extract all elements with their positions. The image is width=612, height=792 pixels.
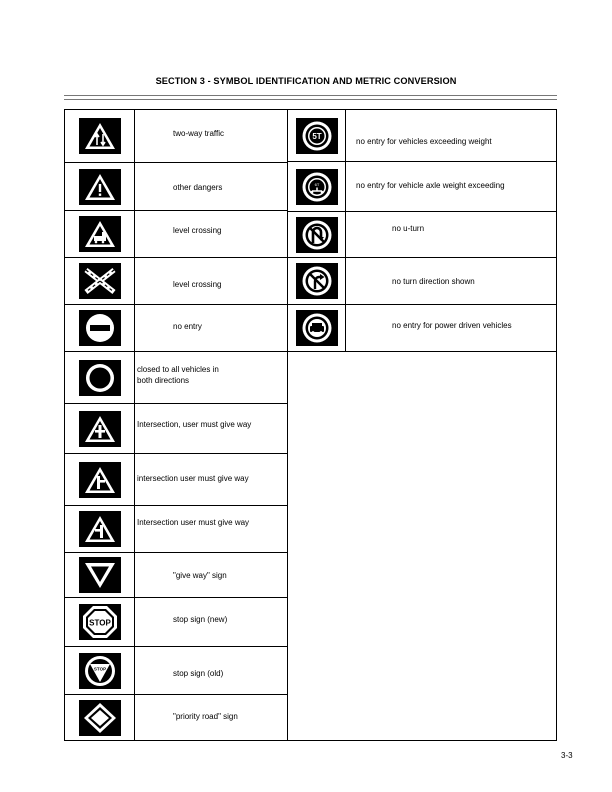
stop-sign-new-icon bbox=[79, 604, 121, 640]
icon-cell bbox=[65, 352, 135, 403]
row-label: no entry for power driven vehicles bbox=[392, 321, 512, 330]
page-number: 3-3 bbox=[561, 751, 573, 760]
table-row bbox=[288, 162, 556, 212]
table-row bbox=[288, 258, 556, 305]
row-label: "give way" sign bbox=[173, 571, 227, 580]
icon-cell bbox=[65, 506, 135, 552]
row-label: stop sign (old) bbox=[173, 669, 224, 678]
table-row bbox=[65, 110, 287, 163]
intersection-right-icon bbox=[79, 462, 121, 498]
no-power-vehicles-icon bbox=[296, 310, 338, 346]
table-row bbox=[65, 454, 287, 506]
icon-cell bbox=[65, 258, 135, 304]
table-row bbox=[65, 211, 287, 258]
page-title: SECTION 3 - SYMBOL IDENTIFICATION AND METRIC CONVERSION bbox=[155, 76, 457, 86]
row-label: no entry for vehicles exceeding weight bbox=[356, 137, 492, 146]
row-label-line2: both directions bbox=[137, 376, 190, 385]
row-label: no u-turn bbox=[392, 224, 425, 233]
intersection-left-icon bbox=[79, 511, 121, 547]
axle-weight-icon bbox=[296, 169, 338, 205]
icon-cell bbox=[65, 647, 135, 694]
icon-cell bbox=[65, 695, 135, 740]
table-row bbox=[65, 258, 287, 305]
icon-cell bbox=[65, 454, 135, 505]
icon-cell bbox=[65, 305, 135, 351]
table-row bbox=[65, 404, 287, 454]
row-label: Intersection, user must give way bbox=[137, 420, 252, 429]
header-rule-top bbox=[64, 95, 557, 96]
row-label: Intersection user must give way bbox=[137, 518, 250, 527]
stop-sign-text: STOP bbox=[88, 618, 111, 628]
priority-road-icon bbox=[79, 700, 121, 736]
table-row bbox=[65, 598, 287, 647]
icon-cell bbox=[288, 212, 346, 257]
table-row bbox=[288, 110, 556, 162]
level-crossing-train-icon bbox=[79, 216, 121, 252]
row-label: no entry bbox=[173, 322, 202, 331]
no-u-turn-icon bbox=[296, 217, 338, 253]
icon-cell bbox=[65, 163, 135, 210]
two-way-traffic-icon bbox=[79, 118, 121, 154]
table-row bbox=[65, 647, 287, 695]
icon-cell bbox=[288, 162, 346, 211]
row-label: intersection user must give way bbox=[137, 474, 249, 483]
weight-limit-icon bbox=[296, 118, 338, 154]
icon-cell bbox=[288, 305, 346, 351]
icon-cell bbox=[65, 553, 135, 597]
icon-cell bbox=[65, 404, 135, 453]
table-row bbox=[288, 212, 556, 258]
give-way-icon bbox=[79, 557, 121, 593]
icon-cell bbox=[65, 211, 135, 257]
row-label: stop sign (new) bbox=[173, 615, 228, 624]
row-label: "priority road" sign bbox=[173, 712, 238, 721]
table-row bbox=[65, 352, 287, 404]
no-turn-icon bbox=[296, 263, 338, 299]
stop-sign-old-icon bbox=[79, 653, 121, 689]
icon-cell bbox=[288, 110, 346, 161]
row-label-line1: closed to all vehicles in bbox=[137, 365, 219, 374]
row-label: no entry for vehicle axle weight exceeding bbox=[356, 181, 505, 190]
table-row bbox=[65, 163, 287, 211]
row-label: other dangers bbox=[173, 183, 223, 192]
row-label: no turn direction shown bbox=[392, 277, 475, 286]
intersection-cross-icon bbox=[79, 411, 121, 447]
table-row bbox=[65, 506, 287, 553]
stop-sign-old-text: STOP bbox=[93, 666, 106, 671]
row-label: two-way traffic bbox=[173, 129, 224, 138]
weight-limit-text: 5T bbox=[311, 131, 322, 141]
level-crossing-x-icon bbox=[79, 263, 121, 299]
no-entry-icon bbox=[79, 310, 121, 346]
row-label: level crossing bbox=[173, 226, 222, 235]
table-row bbox=[65, 553, 287, 598]
closed-all-vehicles-icon bbox=[79, 360, 121, 396]
danger-exclamation-icon bbox=[79, 169, 121, 205]
icon-cell bbox=[65, 598, 135, 646]
icon-cell bbox=[288, 258, 346, 304]
header-rule-bottom bbox=[64, 99, 557, 100]
axle-weight-text: 6T bbox=[314, 181, 319, 187]
icon-cell bbox=[65, 110, 135, 162]
table-row bbox=[65, 695, 287, 740]
table-row bbox=[65, 305, 287, 352]
row-label: level crossing bbox=[173, 280, 222, 289]
column-divider bbox=[287, 109, 288, 741]
table-row bbox=[288, 305, 556, 352]
